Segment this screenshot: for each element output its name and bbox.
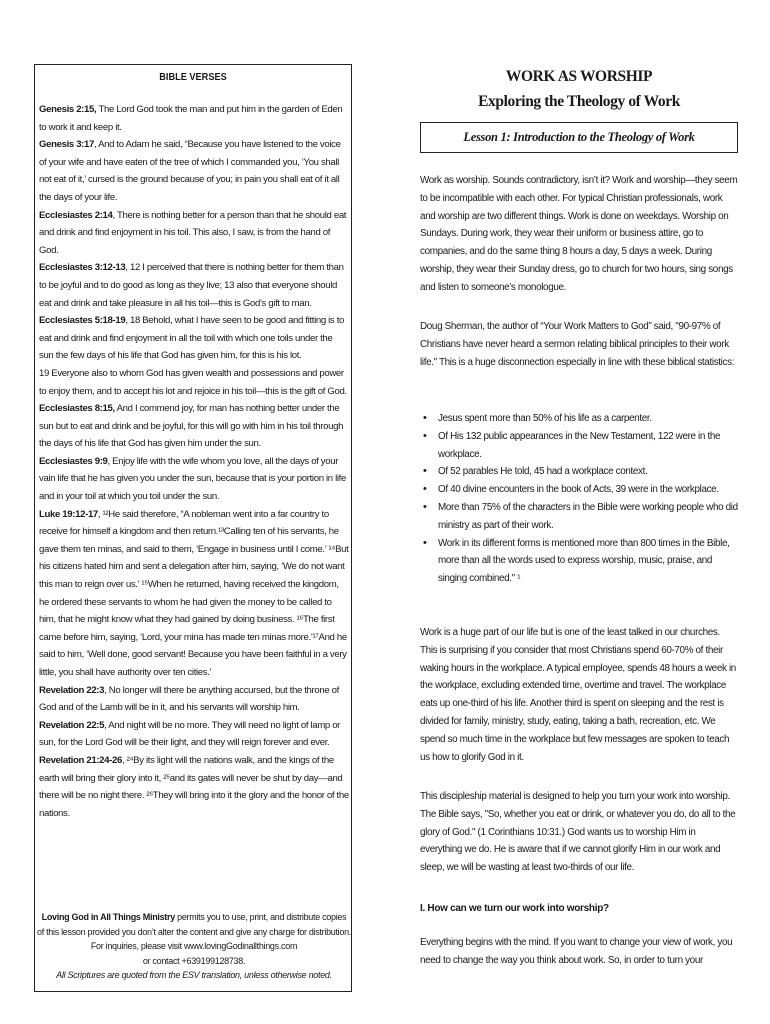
paragraph-workplace: Work is a huge part of our life but is one of the least talked in our churches. This is surprising if you consider that most Christians spend 60-70% of their waking hours in the workplace. A typical employee, spends 48 hours a week in the workplace, excluding extended time, overtime and travel. The workplace eats up one-third of his life. Another third is spent on sleeping and the rest is divided for family, ministry, study, eating, taking a bath, recreation, etc. We spend so much time in the workplace but few messages are spoken to teach us how to glorify God in it. [420,627,736,763]
verse-entry [39,365,349,400]
statistic-item: • Jesus spent more than 50% of his life as a carpenter. [420,410,738,428]
statistic-item: • More than 75% of the characters in the Bible were working people who did ministry as part of their work. [420,499,738,535]
statistics-list [420,410,738,588]
lesson-body [420,0,738,1024]
verse-entry [39,259,349,312]
verse-text: , Enjoy life with the wife whom you love, all the days of your vain life that he has given you under the sun, because that is your portion in life and in your toil at which you toil under the sun. [39,455,346,503]
verse-text: , And night will be no more. They will need no light of lamp or sun, for the Lord God will be their light, and they will reign forever and ever. [39,719,341,749]
statistic-item: • Work in its different forms is mentioned more than 800 times in the Bible, more than all the words used to express worship, music, praise, and singing combined." ¹ [420,535,738,588]
verse-reference: Ecclesiastes 5:18-19 [39,315,126,327]
bible-verses-title: BIBLE VERSES [159,72,227,83]
copyright-note [35,910,353,983]
ministry-name: Loving God in All Things Ministry [41,912,175,922]
verse-text: , There is nothing better for a person than that he should eat and drink and find enjoyment in his toil. This also, I saw, is from the hand of God. [39,209,347,256]
verse-reference: Ecclesiastes 9:9 [39,455,108,467]
verse-text: And I commend joy, for man has nothing better under the sun but to eat and drink and be joyful, for this will go with him in his toil through the days of his life that God has given him under the sun. [39,403,344,450]
verse-reference: Genesis 3:17 [39,139,94,151]
statistic-item: • Of His 132 public appearances in the New Testament, 122 were in the workplace. [420,428,738,464]
verse-text: , And to Adam he said, “Because you have listened to the voice of your wife and have eaten of the tree of which I commanded you, ‘You shall not eat of it,’ cursed is the ground because of you; in pain you shall eat of it all the days of your life. [39,139,341,203]
verse-text: , ¹²He said therefore, “A nobleman went into a far country to receive for himself a kingdom and then return.¹³Calling ten of his servants, he gave them ten minas, and said to them, ‘Engage in business until I come.’ ¹⁴But his citizens hated him and sent a delegation after him, saying, ‘We do not want this man to reign over us.’ ¹⁵When he returned, having received the kingdom, he ordered these servants to whom he had given the money to be called to him, that he might know what they had gained by doing business. ¹⁶The first came before him, saying, ‘Lord, your mina has made ten minas more.’¹⁷And he said to him, ‘Well done, good servant! Because you have been faithful in a very little, you shall have authority over ten cities.’ [39,508,349,678]
esv-note: All Scriptures are quoted from the ESV translation, unless otherwise noted. [56,970,332,980]
verses-list [39,101,349,822]
paragraph-mind: Everything begins with the mind. If you want to change your view of work, you need to change the way you think about work. So, in order to turn your [420,937,733,966]
verse-reference: Ecclesiastes 3:12-13 [39,262,126,274]
verse-reference: Ecclesiastes 2:14 [39,209,113,221]
copyright-text-1: permits you to use, print, and distribute copies [174,912,347,922]
verse-reference: Ecclesiastes 8:15, [39,403,115,415]
verse-reference: Revelation 22:5 [39,719,105,731]
verse-entry [39,752,349,822]
contact-line: or contact +639199128738. [142,955,246,966]
verse-entry [39,506,349,682]
inquiries-line: For inquiries, please visit www.lovingGodinallthings.com [90,941,298,951]
statistic-item: • Of 40 divine encounters in the book of Acts, 39 were in the workplace. [420,481,738,499]
verse-text: 19 Everyone also to whom God has given wealth and possessions and power to enjoy them, and to accept his lot and rejoice in his toil—this is the gift of God. [39,367,347,397]
bible-verses-panel [34,64,352,992]
section-heading-1: I. How can we turn our work into worship? [420,903,609,914]
verse-reference: Luke 19:12-17 [39,508,98,520]
copyright-line-1 [35,910,353,925]
verse-entry [39,207,349,260]
verse-entry [39,101,349,136]
verse-entry [39,717,349,752]
verse-entry [39,400,349,453]
lesson-heading: Lesson 1: Introduction to the Theology of Work [420,122,738,153]
copyright-line-2: of this lesson provided you don’t alter the content and give any charge for distribution. [36,926,351,937]
verse-text: The Lord God took the man and put him in the garden of Eden to work it and keep it. [39,104,343,133]
verse-text: , 12 I perceived that there is nothing better for them than to be joyful and to do good as long as they live; 13 also that everyone should eat and drink and take pleasure in all his toil—this is God’s gift to man. [39,262,344,309]
paragraph-intro: Work as worship. Sounds contradictory, isn’t it? Work and worship—they seem to be incompatible with each other. For typical Christian professionals, work and worship are two different things. Work is done on weekdays. Worship on Sundays. During work, they wear their uniform or business attire, go to companies, and do the same thing 8 hours a day, 5 days a week. During worship, they wear their Sunday dress, go to church for two hours, sing songs and listen to someone’s monologue. [420,175,738,293]
document-title: WORK AS WORSHIP [505,68,653,85]
verse-text: , ²⁴By its light will the nations walk, and the kings of the earth will bring their glory into it, ²⁵and its gates will never be shut by day—and there will be no night there. ²⁶They will bring into it the glory and the honor of the nations. [39,754,349,819]
verse-text: , No longer will there be anything accursed, but the throne of God and of the Lamb will be in it, and his servants will worship him. [39,684,339,714]
statistic-item: • Of 52 parables He told, 45 had a workplace context. [420,463,738,481]
document-subtitle: Exploring the Theology of Work [478,93,680,110]
verse-entry [39,136,349,206]
verse-entry [39,312,349,365]
verse-entry [39,682,349,717]
verse-reference: Revelation 21:24-26 [39,754,122,766]
verse-entry [39,453,349,506]
paragraph-sherman: Doug Sherman, the author of “Your Work Matters to God” said, "90-97% of Christians have never heard a sermon relating biblical principles to their work life." This is a huge disconnection especially in line with these biblical statistics: [420,321,735,368]
verse-text: , 18 Behold, what I have seen to be good and fitting is to eat and drink and find enjoyment in all the toil with which one toils under the sun the few days of his life that God has given him, for this is his lot. [39,315,344,362]
verse-reference: Revelation 22:3 [39,684,105,696]
verse-reference: Genesis 2:15, [39,104,97,115]
paragraph-discipleship: This discipleship material is designed to help you turn your work into worship. The Bible says, "So, whether you eat or drink, or whatever you do, do all to the glory of God." (1 Corinthians 10:31.) God wants us to worship Him in everything we do. He is aware that if we cannot glorify Him in our work and sleep, we will be wasting at least two-thirds of our life. [420,791,736,874]
